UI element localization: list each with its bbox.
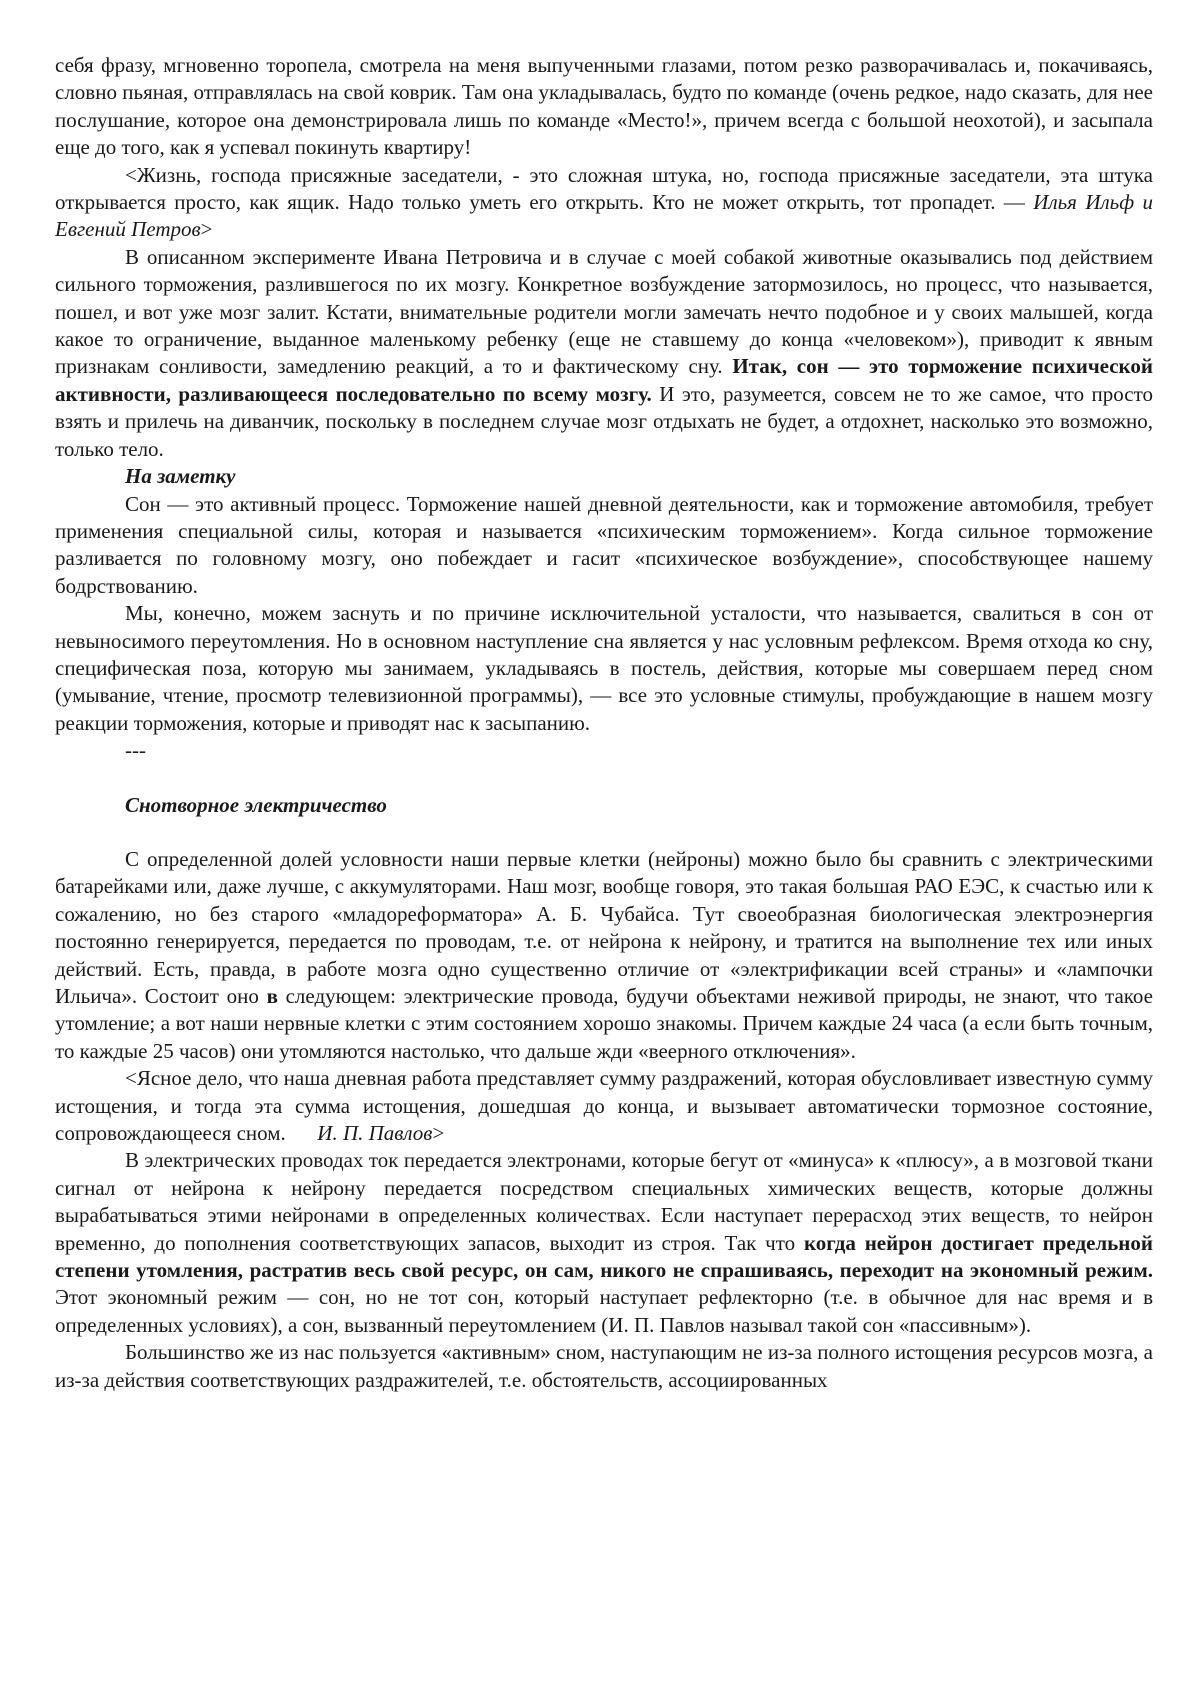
paragraph-1: себя фразу, мгновенно торопела, смотрела на меня выпученными глазами, потом резко разворачивалась и, покачиваясь, словно пьяная, отправлялась на свой коврик. Там она укладывалась, будто по команде (очень редкое, надо сказать, для нее послушание, которое она демонстрировала лишь по команде «Место!», причем всегда с большой неохотой), и засыпала еще до того, как я успевал покинуть квартиру! bbox=[55, 53, 1153, 160]
paragraph-5-text-a: С определенной долей условности наши первые клетки (нейроны) можно было бы сравнить с электрическими батарейками или, даже лучше, с аккумуляторами. Наш мозг, вообще говоря, это такая большая РАО ЕЭС, к счастью или к сожалению, но без старого «младореформатора» А. Б. Чубайса. Тут своеобразная биологическая электроэнергия постоянно генерируется, передается по проводам, т.е. от нейрона к нейрону, и тратится на выполнение тех или иных действий. Есть, правда, в работе мозга одно существенно отличие от «электрификации всей страны» и «лампочки Ильича». Состоит оно bbox=[55, 846, 1153, 1008]
paragraph-7: Большинство же из нас пользуется «активным» сном, наступающим не из-за полного истощения ресурсов мозга, а из-за действия соответствующих раздражителей, т.е. обстоятельств, ассоциированных bbox=[55, 1340, 1153, 1392]
quote-text: <Жизнь, господа присяжные заседатели, - это сложная штука, но, господа присяжные заседатели, эта штука открывается просто, как ящик. Надо только уметь его открыть. Кто не может открыть, тот пропадет. — bbox=[55, 162, 1153, 215]
paragraph-6-text-a: В электрических проводах ток передается электронами, которые бегут от «минуса» к «плюсу», а в мозговой ткани сигнал от нейрона к нейрону передается посредством специальных химических веществ, которые должны вырабатываться этими нейронами в определенных количествах. Если наступает перерасход этих веществ, то нейрон временно, до пополнения соответствующих запасов, выходит из строя. Так что bbox=[55, 1148, 1153, 1255]
paragraph-5-bold: в bbox=[266, 984, 278, 1008]
spacer bbox=[55, 819, 1153, 846]
spacer bbox=[55, 765, 1153, 792]
paragraph-6-bold: когда нейрон достигает предельной степени утомления, растратив весь свой ресурс, он сам, никого не спрашиваясь, переходит на экономный режим. bbox=[55, 1230, 1153, 1283]
paragraph-2-text-c: И это, разумеется, совсем не то же самое, что просто взять и прилечь на диванчик, поскольку в последнем случае мозг отдыхать не будет, а отдохнет, насколько это возможно, только тело. bbox=[55, 381, 1154, 461]
note-heading: На заметку bbox=[125, 464, 236, 489]
quote-close: > bbox=[200, 217, 213, 242]
paragraph-2-text-a: В описанном эксперименте Ивана Петровича и в случае с моей собакой животные оказывались под действием сильного торможения, разлившегося по их мозгу. Конкретное возбуждение затормозилось, но процесс, что называется, пошел, и вот уже мозг залит. Кстати, внимательные родители могли замечать нечто подобное и у своих малышей, когда какое то ограничение, выданное маленькому ребенку (еще не ставшему до конца «человеком»), приводит к явным признакам сонливости, замедлению реакций, а то и фактическому сну. bbox=[55, 244, 1153, 379]
section-heading: Снотворное электричество bbox=[125, 792, 387, 817]
paragraph-6-text-c: Этот экономный режим — сон, но не тот сон, который наступает рефлекторно (т.е. в обычное для нас время и в определенных условиях), а сон, вызванный переутомлением (И. П. Павлов называл такой сон «пассивным»). bbox=[55, 1285, 1153, 1337]
paragraph-4: Мы, конечно, можем заснуть и по причине исключительной усталости, что называется, свалиться в сон от невыносимого переутомления. Но в основном наступление сна является у нас условным рефлексом. Время отхода ко сну, специфическая поза, которую мы занимаем, укладываясь в постель, действия, которые мы совершаем перед сном (умывание, чтение, просмотр телевизионной программы), — все это условные стимулы, пробуждающие в нашем мозгу реакции торможения, которые и приводят нас к засыпанию. bbox=[55, 601, 1153, 735]
quote-author: И. П. Павлов bbox=[317, 1121, 433, 1146]
quote-author: Илья Ильф и Евгений Петров bbox=[55, 190, 1153, 242]
paragraph-5-text-c: следующем: электрические провода, будучи объектами неживой природы, не знают, что такое утомление; а вот наши нервные клетки с этим состоянием хорошо знакомы. Причем каждые 24 часа (а если быть точным, то каждые 25 часов) они утомляются настолько, что дальше жди «веерного отключения». bbox=[55, 984, 1153, 1063]
separator: --- bbox=[125, 738, 146, 763]
paragraph-2-bold: Итак, сон — это торможение психической активности, разливающееся последовательно по всему мозгу. bbox=[55, 354, 1153, 406]
paragraph-5 bbox=[55, 846, 1153, 1065]
paragraph-6 bbox=[55, 1147, 1153, 1339]
quote-close: > bbox=[432, 1121, 445, 1146]
paragraph-2 bbox=[55, 244, 1153, 463]
paragraph-3: Сон — это активный процесс. Торможение нашей дневной деятельности, как и торможение автомобиля, требует применения специальной силы, которая и называется «психическим торможением». Когда сильное торможение разливается по головному мозгу, оно побеждает и гасит «психическое возбуждение», способствующее нашему бодрствованию. bbox=[55, 491, 1153, 598]
quote-text: <Ясное дело, что наша дневная работа представляет сумму раздражений, которая обусловливает известную сумму истощения, и тогда эта сумма истощения, дошедшая до конца, и вызывает автоматически тормозное состояние, сопровождающееся сном. bbox=[55, 1066, 1159, 1146]
quote-ilf-petrov bbox=[55, 162, 1153, 244]
quote-pavlov bbox=[55, 1065, 1159, 1147]
document-page bbox=[55, 52, 1159, 1672]
